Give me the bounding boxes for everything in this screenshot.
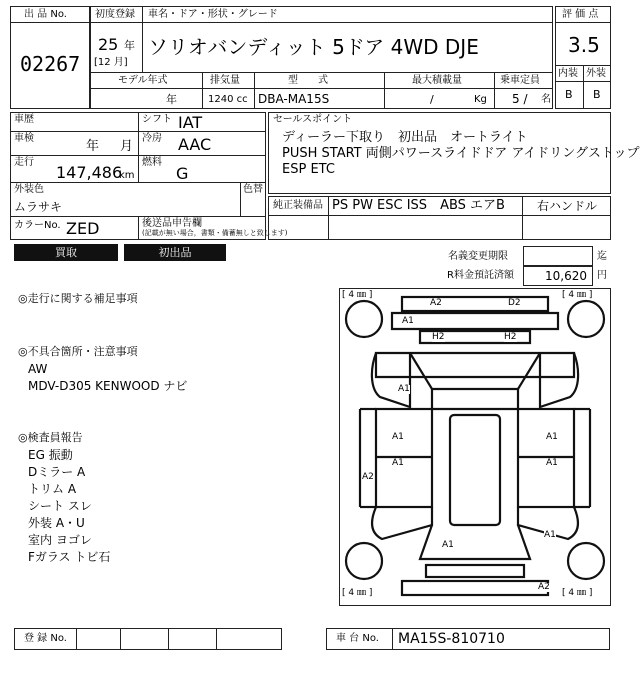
left-quarter (372, 507, 432, 539)
divider (522, 196, 523, 216)
divider (10, 22, 90, 23)
inspection-label: 車検 (14, 133, 34, 144)
damage-mark: A1 (544, 530, 556, 540)
lot-no-label: 出 品 No. (24, 9, 67, 20)
divider (90, 22, 553, 23)
damage-mark: A1 (546, 458, 558, 468)
max-load-unit: Kg (474, 94, 487, 105)
score-label: 評 価 点 (562, 9, 599, 20)
damage-mark: A1 (546, 432, 558, 442)
divider (138, 216, 139, 240)
divider (90, 72, 553, 73)
shift-value: IAT (178, 113, 203, 132)
hood (410, 353, 540, 389)
mileage-value: 147,486 (56, 163, 123, 182)
divider (10, 182, 266, 183)
defect-item: MDV-D305 KENWOOD ナビ (28, 379, 188, 393)
exterior-grade: B (593, 88, 601, 101)
divider (90, 88, 553, 89)
recycle-unit: 円 (597, 270, 607, 281)
name-change-unit: 迄 (597, 251, 607, 262)
lot-number: 02267 (20, 52, 81, 76)
interior-grade: B (565, 88, 573, 101)
front-bumper-outline (402, 297, 548, 311)
sales-point-label: セールスポイント (273, 114, 353, 125)
damage-mark: A2 (430, 298, 442, 308)
mileage-unit: km (119, 170, 135, 181)
interior-label: 内装 (558, 68, 578, 79)
driving-notes-header: ◎走行に関する補足事項 (18, 292, 138, 305)
ac-label: 冷房 (142, 133, 162, 144)
divider (202, 72, 203, 109)
tire-depth-bottom-right: [ 4 ㎜ ] (562, 588, 593, 598)
grille-outline (392, 313, 558, 329)
rear-lamp (426, 565, 524, 577)
max-load-slash: / (430, 93, 434, 106)
car-title: ソリオバンディット 5ドア 4WD DJE (148, 35, 479, 59)
inspector-item: 室内 ヨゴレ (28, 533, 92, 547)
damage-mark: A1 (392, 458, 404, 468)
type-label: 型 式 (288, 75, 328, 86)
car-title-label: 車名・ドア・形状・グレード (148, 9, 278, 20)
type-value: DBA-MA15S (258, 92, 330, 106)
roof (450, 415, 500, 525)
tire-depth-top-left: [ 4 ㎜ ] (342, 290, 373, 300)
recycle-label: R料金預託済額 (447, 270, 514, 281)
color-label: 外装色 (14, 184, 44, 195)
chassis-label: 車 台 No. (336, 633, 379, 644)
capacity-unit: 名 (541, 94, 551, 105)
inspection-month-unit: 月 (120, 139, 134, 154)
damage-mark: A1 (398, 384, 410, 394)
divider (120, 628, 121, 650)
score-value: 3.5 (568, 33, 600, 57)
damage-mark: A1 (442, 540, 454, 550)
year-unit: 年 (124, 39, 135, 52)
divider (10, 131, 266, 132)
inspector-item: Dミラー A (28, 465, 86, 479)
damage-mark: A2 (538, 582, 550, 592)
inspection-year-unit: 年 (86, 139, 100, 154)
windshield (432, 389, 518, 409)
color-value: ムラサキ (14, 200, 63, 214)
divider (216, 628, 217, 650)
divider (142, 6, 143, 72)
first-reg-year: 25 (98, 35, 119, 54)
max-load-label: 最大積載量 (412, 75, 462, 86)
damage-mark: H2 (432, 332, 445, 342)
damage-mark: A1 (402, 316, 414, 326)
divider (384, 72, 385, 109)
damage-mark: D2 (508, 298, 521, 308)
damage-mark: A2 (362, 472, 374, 482)
chassis-value: MA15S-810710 (398, 631, 505, 647)
name-change-field (523, 246, 593, 266)
divider (168, 628, 169, 650)
tire-rear-right (568, 543, 604, 579)
inspector-item: Fガラス トビ石 (28, 550, 111, 564)
inspector-item: トリム A (28, 482, 77, 496)
divider (10, 155, 266, 156)
steering-value: 右ハンドル (537, 199, 598, 213)
defects-header: ◎不具合箇所・注意事項 (18, 345, 138, 358)
tire-front-right (568, 301, 604, 337)
divider (328, 196, 329, 216)
equipment-value: PS PW ESC ISS ABS エアB (332, 198, 505, 213)
divider (522, 216, 523, 240)
damage-mark: A1 (392, 432, 404, 442)
divider (555, 22, 611, 23)
displacement-value: 1240 cc (208, 94, 248, 105)
divider (240, 182, 241, 216)
damage-diagram (339, 288, 611, 606)
post-install-label: 後送品申告欄 (142, 218, 202, 229)
tire-depth-bottom-left: [ 4 ㎜ ] (342, 588, 373, 598)
buy-tag: 買取 (14, 244, 118, 261)
fuel-value: G (176, 164, 189, 183)
divider (328, 216, 329, 240)
reg-no-label: 登 録 No. (24, 633, 67, 644)
repaint-label: 色替 (243, 184, 263, 195)
damage-mark: H2 (504, 332, 517, 342)
sales-point-line: ESP ETC (282, 162, 335, 177)
color-no-value: ZED (66, 219, 100, 238)
color-no-label: カラーNo. (14, 220, 61, 231)
capacity-value: 5 / (512, 92, 528, 106)
ac-value: AAC (178, 135, 212, 154)
front-fender-outline (376, 353, 574, 377)
divider (392, 628, 393, 650)
equipment-label: 純正装備品 (273, 200, 323, 211)
divider (494, 72, 495, 109)
first-reg-month: [12 月] (94, 57, 128, 68)
divider (254, 72, 255, 109)
tailgate (420, 525, 530, 559)
sales-point-line: PUSH START 両側パワースライドドア アイドリングストップ (282, 146, 640, 161)
model-year-label: モデル年式 (118, 75, 168, 86)
recycle-value: 10,620 (545, 269, 587, 283)
first-reg-label: 初度登録 (95, 9, 135, 20)
fuel-label: 燃料 (142, 157, 162, 168)
history-label: 車歴 (14, 114, 34, 125)
divider (76, 628, 77, 650)
divider (138, 112, 139, 182)
defect-item: AW (28, 362, 48, 376)
tire-depth-top-right: [ 4 ㎜ ] (562, 290, 593, 300)
mileage-label: 走行 (14, 157, 34, 168)
inspector-item: 外装 A・U (28, 516, 85, 530)
left-fender (372, 353, 410, 407)
tire-rear-left (346, 543, 382, 579)
exterior-label: 外装 (586, 68, 606, 79)
sales-point-line: ディーラー下取り 初出品 オートライト (282, 130, 528, 145)
post-install-note: (記載が無い場合，書類・備蓄無しと致します) (142, 229, 288, 237)
inspector-item: EG 振動 (28, 448, 73, 462)
shift-label: シフト (142, 114, 172, 125)
name-change-label: 名義変更期限 (448, 251, 508, 262)
rear-bumper (402, 581, 548, 595)
capacity-label: 乗車定員 (500, 75, 540, 86)
first-listing-tag: 初出品 (124, 244, 226, 261)
tire-front-left (346, 301, 382, 337)
right-fender (540, 353, 578, 407)
inspector-header: ◎検査員報告 (18, 431, 83, 444)
inspector-item: シート スレ (28, 499, 92, 513)
divider (583, 65, 584, 109)
blank-row (268, 216, 611, 240)
displacement-label: 排気量 (210, 75, 240, 86)
car-outline-svg (340, 289, 610, 605)
model-year-unit: 年 (166, 93, 177, 106)
